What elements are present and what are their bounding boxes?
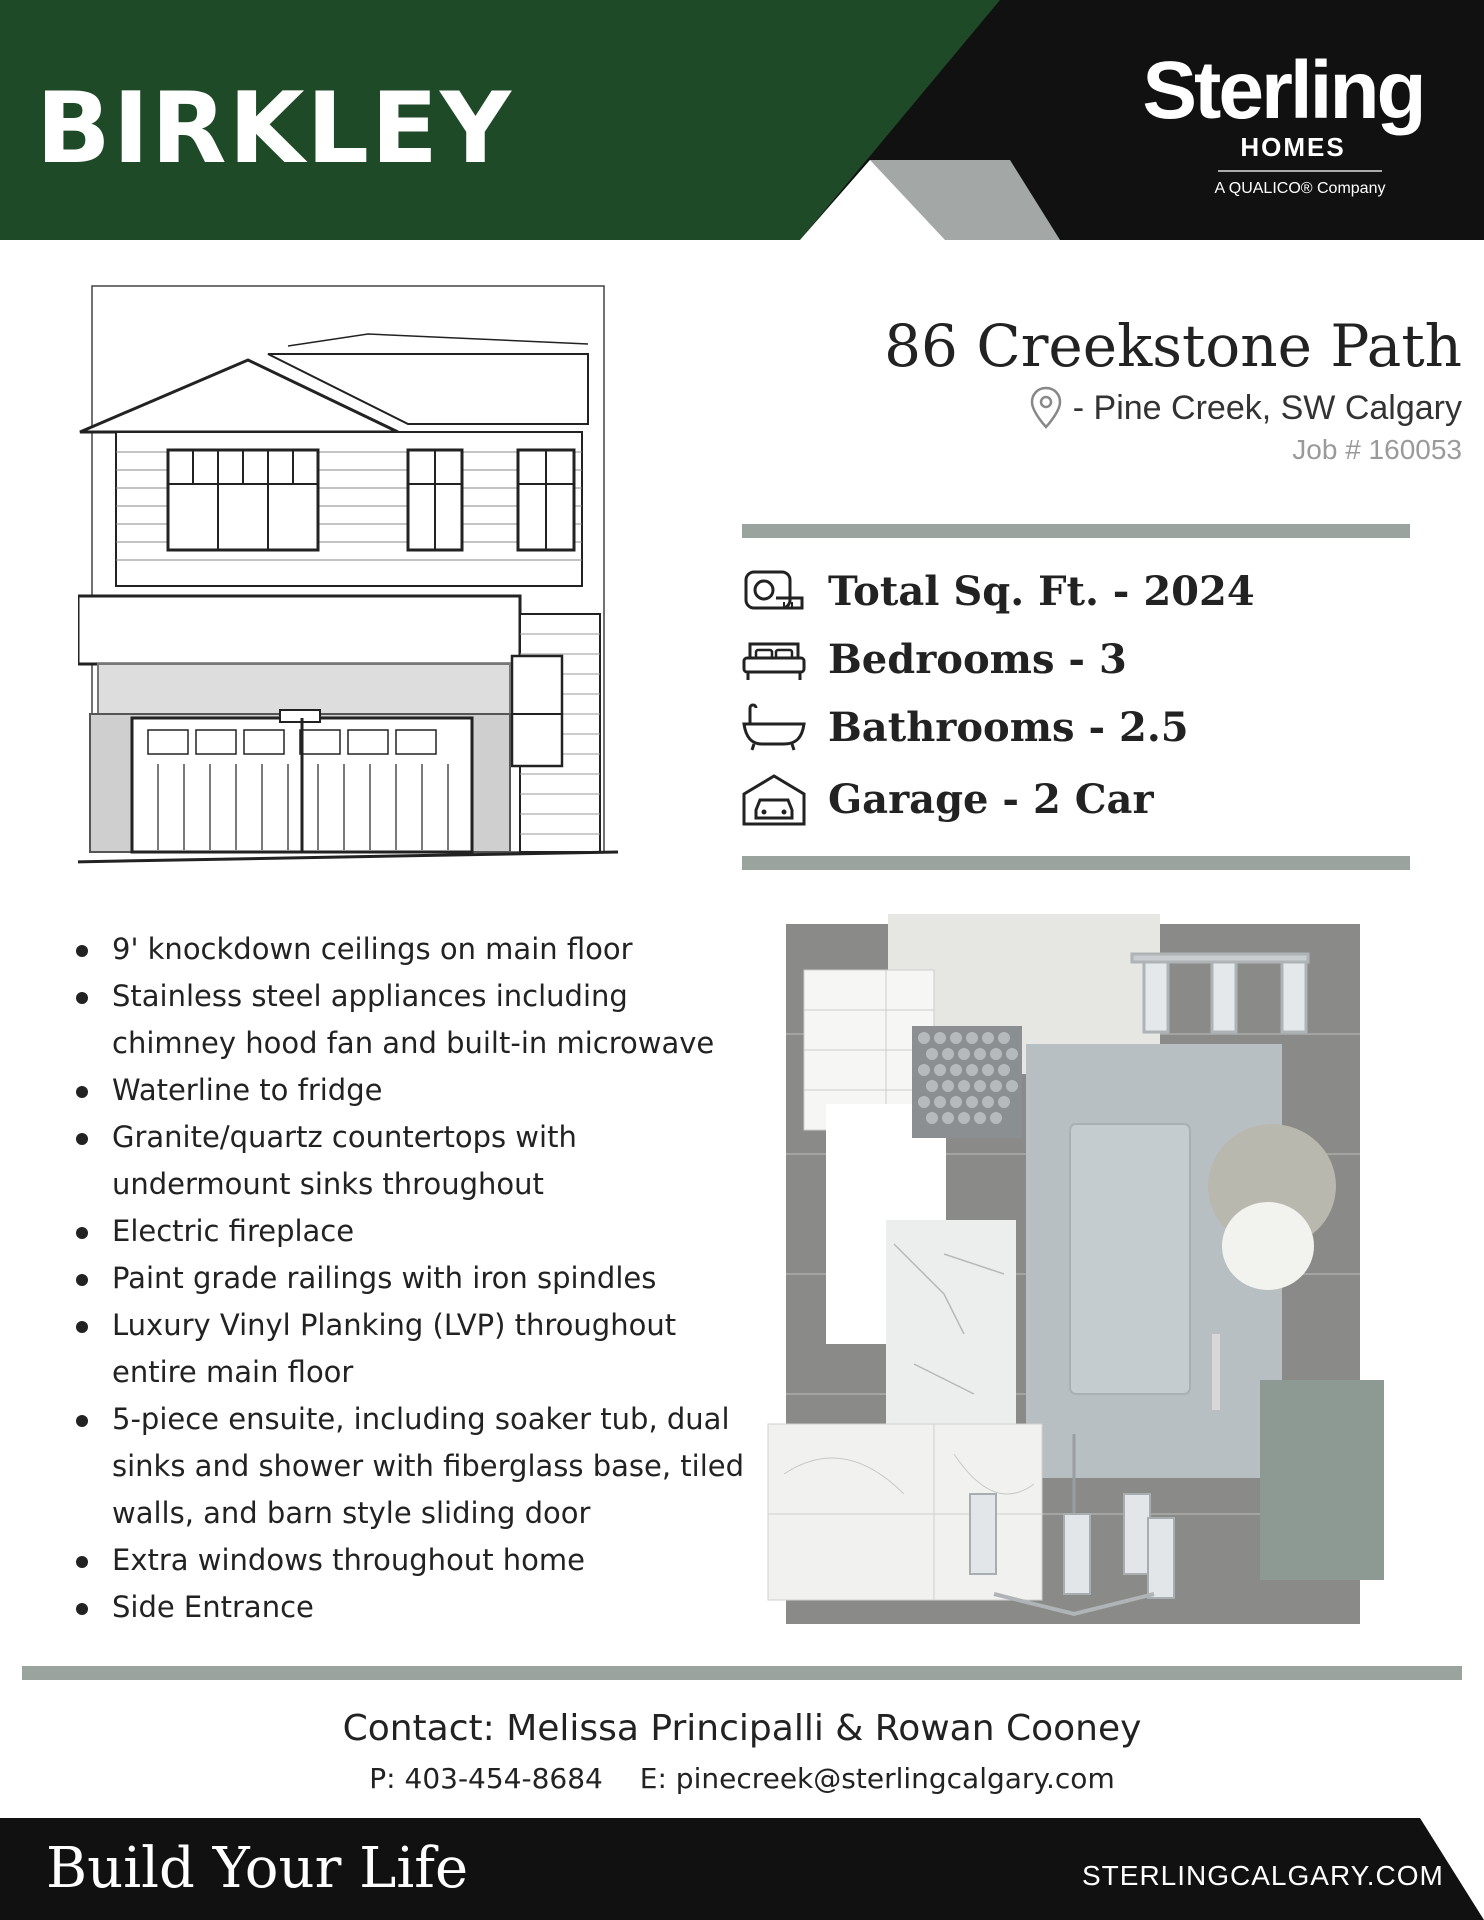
feature-item: Waterline to fridge bbox=[66, 1067, 746, 1114]
feature-item: Paint grade railings with iron spindles bbox=[66, 1255, 746, 1302]
bathtub-icon bbox=[740, 700, 808, 754]
bed-icon bbox=[740, 632, 808, 686]
spec-bathrooms-label: Bathrooms - 2.5 bbox=[828, 703, 1189, 751]
spec-divider-bottom bbox=[742, 856, 1410, 870]
spec-row-bedrooms bbox=[740, 632, 1127, 686]
feature-item: 5-piece ensuite, including soaker tub, dual sinks and shower with fiberglass base, tiled walls, and barn style sliding door bbox=[66, 1396, 746, 1537]
feature-item: Stainless steel appliances including chimney hood fan and built-in microwave bbox=[66, 973, 746, 1067]
feature-item: Side Entrance bbox=[66, 1584, 746, 1631]
garage-car-icon bbox=[740, 772, 808, 826]
plan-name: BIRKLEY bbox=[36, 72, 513, 186]
contact-phone[interactable]: P: 403-454-8684 bbox=[369, 1762, 603, 1795]
features-list bbox=[66, 926, 746, 1631]
listing-address: 86 Creekstone Path bbox=[884, 312, 1462, 380]
brand-logo: Sterling bbox=[1142, 45, 1424, 136]
spec-sqft-label: Total Sq. Ft. - 2024 bbox=[828, 567, 1255, 615]
community-row bbox=[1029, 386, 1462, 430]
job-number: Job # 160053 bbox=[1292, 434, 1462, 465]
brand-tagline: A QUALICO® Company bbox=[1214, 180, 1386, 197]
spec-row-sqft bbox=[740, 564, 1255, 618]
spec-bedrooms-label: Bedrooms - 3 bbox=[828, 635, 1127, 683]
spec-divider-top bbox=[742, 524, 1410, 538]
website-link[interactable]: STERLINGCALGARY.COM bbox=[1082, 1860, 1444, 1891]
contact-names: Contact: Melissa Principalli & Rowan Cooney bbox=[342, 1708, 1142, 1749]
feature-item: Extra windows throughout home bbox=[66, 1537, 746, 1584]
location-pin-icon bbox=[1029, 386, 1063, 430]
spec-row-bathrooms bbox=[740, 700, 1189, 754]
community-label: - Pine Creek, SW Calgary bbox=[1072, 388, 1462, 427]
contact-details bbox=[0, 1762, 1484, 1795]
feature-item: 9' knockdown ceilings on main floor bbox=[66, 926, 746, 973]
brand-subtitle: HOMES bbox=[1240, 132, 1346, 162]
spec-garage-label: Garage - 2 Car bbox=[828, 775, 1154, 823]
slogan: Build Your Life bbox=[46, 1836, 469, 1901]
feature-item: Granite/quartz countertops with undermount sinks throughout bbox=[66, 1114, 746, 1208]
house-elevation-drawing bbox=[78, 284, 638, 864]
brand-rule bbox=[1218, 170, 1382, 172]
feature-item: Luxury Vinyl Planking (LVP) throughout entire main floor bbox=[66, 1302, 746, 1396]
finishes-mood-board bbox=[764, 914, 1384, 1634]
contact-email[interactable]: E: pinecreek@sterlingcalgary.com bbox=[639, 1762, 1115, 1795]
tape-measure-icon bbox=[740, 564, 808, 618]
feature-item: Electric fireplace bbox=[66, 1208, 746, 1255]
footer-divider bbox=[22, 1666, 1462, 1680]
spec-row-garage bbox=[740, 772, 1154, 826]
